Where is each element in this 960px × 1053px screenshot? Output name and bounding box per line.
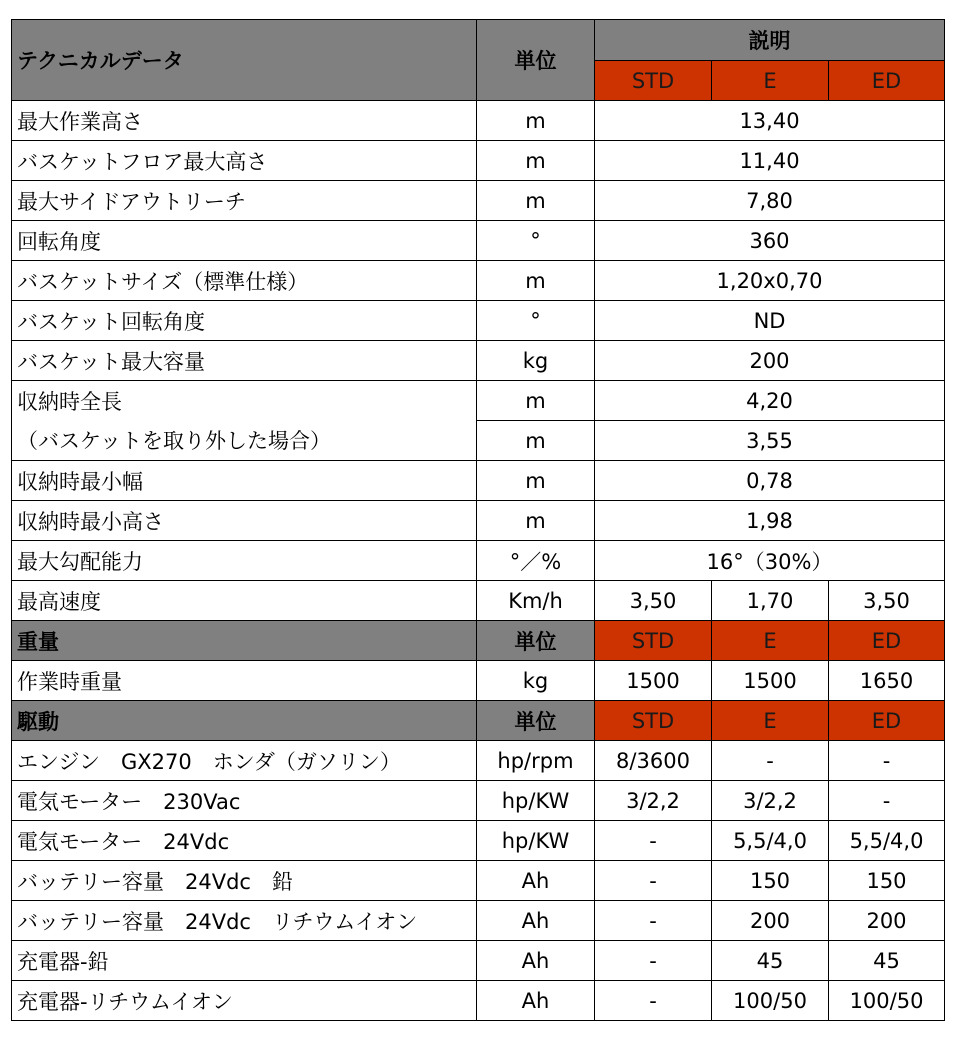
table-row — [12, 221, 945, 261]
row-value: 100/50 — [712, 981, 829, 1021]
table-row — [12, 981, 945, 1021]
row-label: 電気モーター 230Vac — [12, 781, 477, 821]
row-value: 3,55 — [595, 421, 945, 461]
row-label: 回転角度 — [12, 221, 477, 261]
row-value: 3,50 — [595, 581, 712, 621]
table-row — [12, 141, 945, 181]
row-label: 電気モーター 24Vdc — [12, 821, 477, 861]
row-label: 充電器-鉛 — [12, 941, 477, 981]
weight-section-variant-header: E — [712, 621, 829, 661]
drive-section-variant-header: E — [712, 701, 829, 741]
row-value: - — [712, 741, 829, 781]
weight-section-variant-header: STD — [595, 621, 712, 661]
row-value: 0,78 — [595, 461, 945, 501]
row-unit: hp/rpm — [477, 741, 595, 781]
row-value: 5,5/4,0 — [712, 821, 829, 861]
row-label: 最大作業高さ — [12, 101, 477, 141]
row-value: 200 — [829, 901, 945, 941]
table-row — [12, 781, 945, 821]
table-row — [12, 941, 945, 981]
row-label: バッテリー容量 24Vdc リチウムイオン — [12, 901, 477, 941]
table-row — [12, 861, 945, 901]
row-value: 7,80 — [595, 181, 945, 221]
table-row — [12, 901, 945, 941]
row-label: バスケットフロア最大高さ — [12, 141, 477, 181]
weight-section-title: 重量 — [12, 621, 477, 661]
row-value: 3/2,2 — [712, 781, 829, 821]
unit-header: 単位 — [477, 20, 595, 101]
row-value: - — [595, 821, 712, 861]
row-label: エンジン GX270 ホンダ（ガソリン） — [12, 741, 477, 781]
row-unit: kg — [477, 661, 595, 701]
table-row — [12, 581, 945, 621]
row-value: 45 — [712, 941, 829, 981]
row-label: 収納時最小幅 — [12, 461, 477, 501]
row-value: 100/50 — [829, 981, 945, 1021]
drive-section-variant-header: ED — [829, 701, 945, 741]
row-label: 最高速度 — [12, 581, 477, 621]
table-row — [12, 261, 945, 301]
row-value: 1,20x0,70 — [595, 261, 945, 301]
row-value: 200 — [595, 341, 945, 381]
row-unit: m — [477, 261, 595, 301]
stowed-length-label: 収納時全長 — [12, 381, 477, 421]
weight-section-header-row — [12, 621, 945, 661]
table-title: テクニカルデータ — [12, 20, 477, 101]
row-label: バスケットサイズ（標準仕様） — [12, 261, 477, 301]
variant-ed-header: ED — [829, 61, 945, 101]
table-row — [12, 301, 945, 341]
row-unit: hp/KW — [477, 821, 595, 861]
row-unit: m — [477, 101, 595, 141]
row-value: - — [595, 941, 712, 981]
row-unit: kg — [477, 341, 595, 381]
row-unit: ° — [477, 301, 595, 341]
row-unit: Ah — [477, 901, 595, 941]
row-unit: Ah — [477, 861, 595, 901]
table-row — [12, 181, 945, 221]
row-value: ND — [595, 301, 945, 341]
drive-section-unit-header: 単位 — [477, 701, 595, 741]
table-row — [12, 741, 945, 781]
row-value: 16°（30%） — [595, 541, 945, 581]
row-unit: Km/h — [477, 581, 595, 621]
row-label: 充電器-リチウムイオン — [12, 981, 477, 1021]
row-value: 1,98 — [595, 501, 945, 541]
header-row-1 — [12, 20, 945, 61]
row-value: 3,50 — [829, 581, 945, 621]
drive-section-variant-header: STD — [595, 701, 712, 741]
variant-std-header: STD — [595, 61, 712, 101]
row-value: 200 — [712, 901, 829, 941]
table-row — [12, 821, 945, 861]
row-value: 360 — [595, 221, 945, 261]
row-value: 1500 — [595, 661, 712, 701]
technical-data-table — [11, 19, 945, 1021]
row-unit: m — [477, 461, 595, 501]
stowed-length-note: （バスケットを取り外した場合） — [12, 421, 477, 461]
row-label: バスケット最大容量 — [12, 341, 477, 381]
row-value: 13,40 — [595, 101, 945, 141]
row-unit: m — [477, 501, 595, 541]
row-value: - — [829, 741, 945, 781]
row-value: 1650 — [829, 661, 945, 701]
drive-section-title: 駆動 — [12, 701, 477, 741]
table-row — [12, 101, 945, 141]
row-value: 45 — [829, 941, 945, 981]
weight-section-variant-header: ED — [829, 621, 945, 661]
row-value: - — [829, 781, 945, 821]
row-value: 4,20 — [595, 381, 945, 421]
table-row — [12, 541, 945, 581]
row-unit: Ah — [477, 981, 595, 1021]
table-row — [12, 661, 945, 701]
row-value: 1500 — [712, 661, 829, 701]
row-label: 最大勾配能力 — [12, 541, 477, 581]
row-unit: hp/KW — [477, 781, 595, 821]
row-value: 3/2,2 — [595, 781, 712, 821]
row-unit: m — [477, 421, 595, 461]
row-value: - — [595, 901, 712, 941]
table-row — [12, 341, 945, 381]
table-row — [12, 501, 945, 541]
row-value: 1,70 — [712, 581, 829, 621]
row-label: 最大サイドアウトリーチ — [12, 181, 477, 221]
description-header: 説明 — [595, 20, 945, 61]
row-value: 150 — [829, 861, 945, 901]
row-value: 5,5/4,0 — [829, 821, 945, 861]
row-value: - — [595, 981, 712, 1021]
weight-section-unit-header: 単位 — [477, 621, 595, 661]
row-label: バッテリー容量 24Vdc 鉛 — [12, 861, 477, 901]
row-value: 150 — [712, 861, 829, 901]
row-unit: °／% — [477, 541, 595, 581]
row-value: 11,40 — [595, 141, 945, 181]
row-unit: Ah — [477, 941, 595, 981]
row-label: バスケット回転角度 — [12, 301, 477, 341]
table-row — [12, 381, 945, 421]
table-row — [12, 461, 945, 501]
table-row — [12, 421, 945, 461]
row-label: 作業時重量 — [12, 661, 477, 701]
row-label: 収納時最小高さ — [12, 501, 477, 541]
row-value: - — [595, 861, 712, 901]
row-unit: m — [477, 141, 595, 181]
row-value: 8/3600 — [595, 741, 712, 781]
row-unit: m — [477, 181, 595, 221]
variant-e-header: E — [712, 61, 829, 101]
row-unit: m — [477, 381, 595, 421]
row-unit: ° — [477, 221, 595, 261]
drive-section-header-row — [12, 701, 945, 741]
